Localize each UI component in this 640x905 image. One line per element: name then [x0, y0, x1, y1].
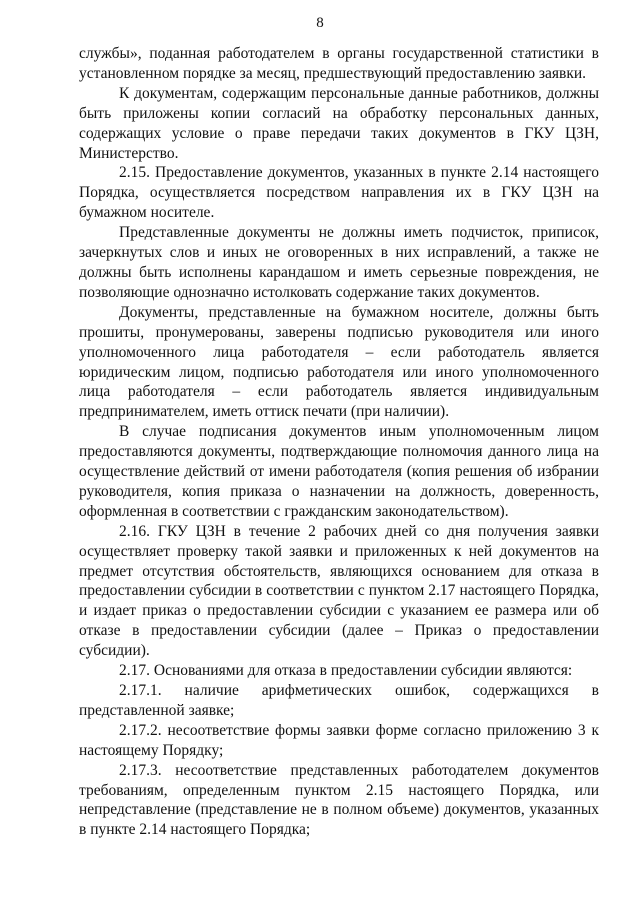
paragraph-2-15: 2.15. Предоставление документов, указанных в пункте 2.14 настоящего Порядка, осуществляется посредством направления их в ГКУ ЦЗН на бумажном носителе.: [79, 164, 599, 222]
paragraph-2-16: 2.16. ГКУ ЦЗН в течение 2 рабочих дней со дня получения заявки осуществляет проверку такой заявки и приложенных к ней документов на предмет отсутствия обстоятельств, являющихся основанием для отказа в предоставлении субсидии в соответствии с пунктом 2.17 настоящего Порядка, и издает приказ о предоставлении субсидии с указанием ее размера или об отказе в предоставлении субсидии (далее – Приказ о предоставлении субсидии).: [79, 522, 599, 660]
paragraph-document-requirements: Представленные документы не должны иметь подчисток, приписок, зачеркнутых слов и иных не оговоренных в них исправлений, а также не должны быть исполнены карандашом и иметь серьезные повреждения, не позволяющие однозначно истолковать содержание таких документов.: [79, 224, 599, 301]
paragraph-statistics-service: службы», поданная работодателем в органы государственной статистики в установленном порядке за месяц, предшествующий предоставлению заявки.: [79, 45, 599, 82]
paragraph-2-17-3: 2.17.3. несоответствие представленных работодателем документов требованиям, определенным пунктом 2.15 настоящего Порядка, или непредставление (представление не в полном объеме) документов, указанных в пункте 2.14 настоящего Порядка;: [79, 761, 599, 839]
paragraph-2-17-1: 2.17.1. наличие арифметических ошибок, содержащихся в представленной заявке;: [79, 682, 599, 719]
document-body: [79, 44, 599, 840]
paragraph-authorized-person: В случае подписания документов иным уполномоченным лицом предоставляются документы, подтверждающие полномочия данного лица на осуществление действий от имени работодателя (копия решения об избрании руководителя, копия приказа о назначении на должность, доверенность, оформленная в соответствии с гражданским законодательством).: [79, 423, 599, 520]
paragraph-paper-documents: Документы, представленные на бумажном носителе, должны быть прошиты, пронумерованы, заверены подписью руководителя или иного уполномоченного лица работодателя – если работодатель является юридическим лицом, подписью работодателя или иного уполномоченного лица работодателя – если работодатель является индивидуальным предпринимателем, иметь оттиск печати (при наличии).: [79, 303, 599, 421]
paragraph-2-17: 2.17. Основаниями для отказа в предоставлении субсидии являются:: [119, 662, 573, 680]
page-number: 8: [316, 15, 324, 31]
paragraph-personal-data-consent: К документам, содержащим персональные данные работников, должны быть приложены копии согласий на обработку персональных данных, содержащих условие о праве передачи таких документов в ГКУ ЦЗН, Министерство.: [79, 84, 599, 162]
paragraph-2-17-2: 2.17.2. несоответствие формы заявки форме согласно приложению 3 к настоящему Порядку;: [79, 721, 599, 759]
